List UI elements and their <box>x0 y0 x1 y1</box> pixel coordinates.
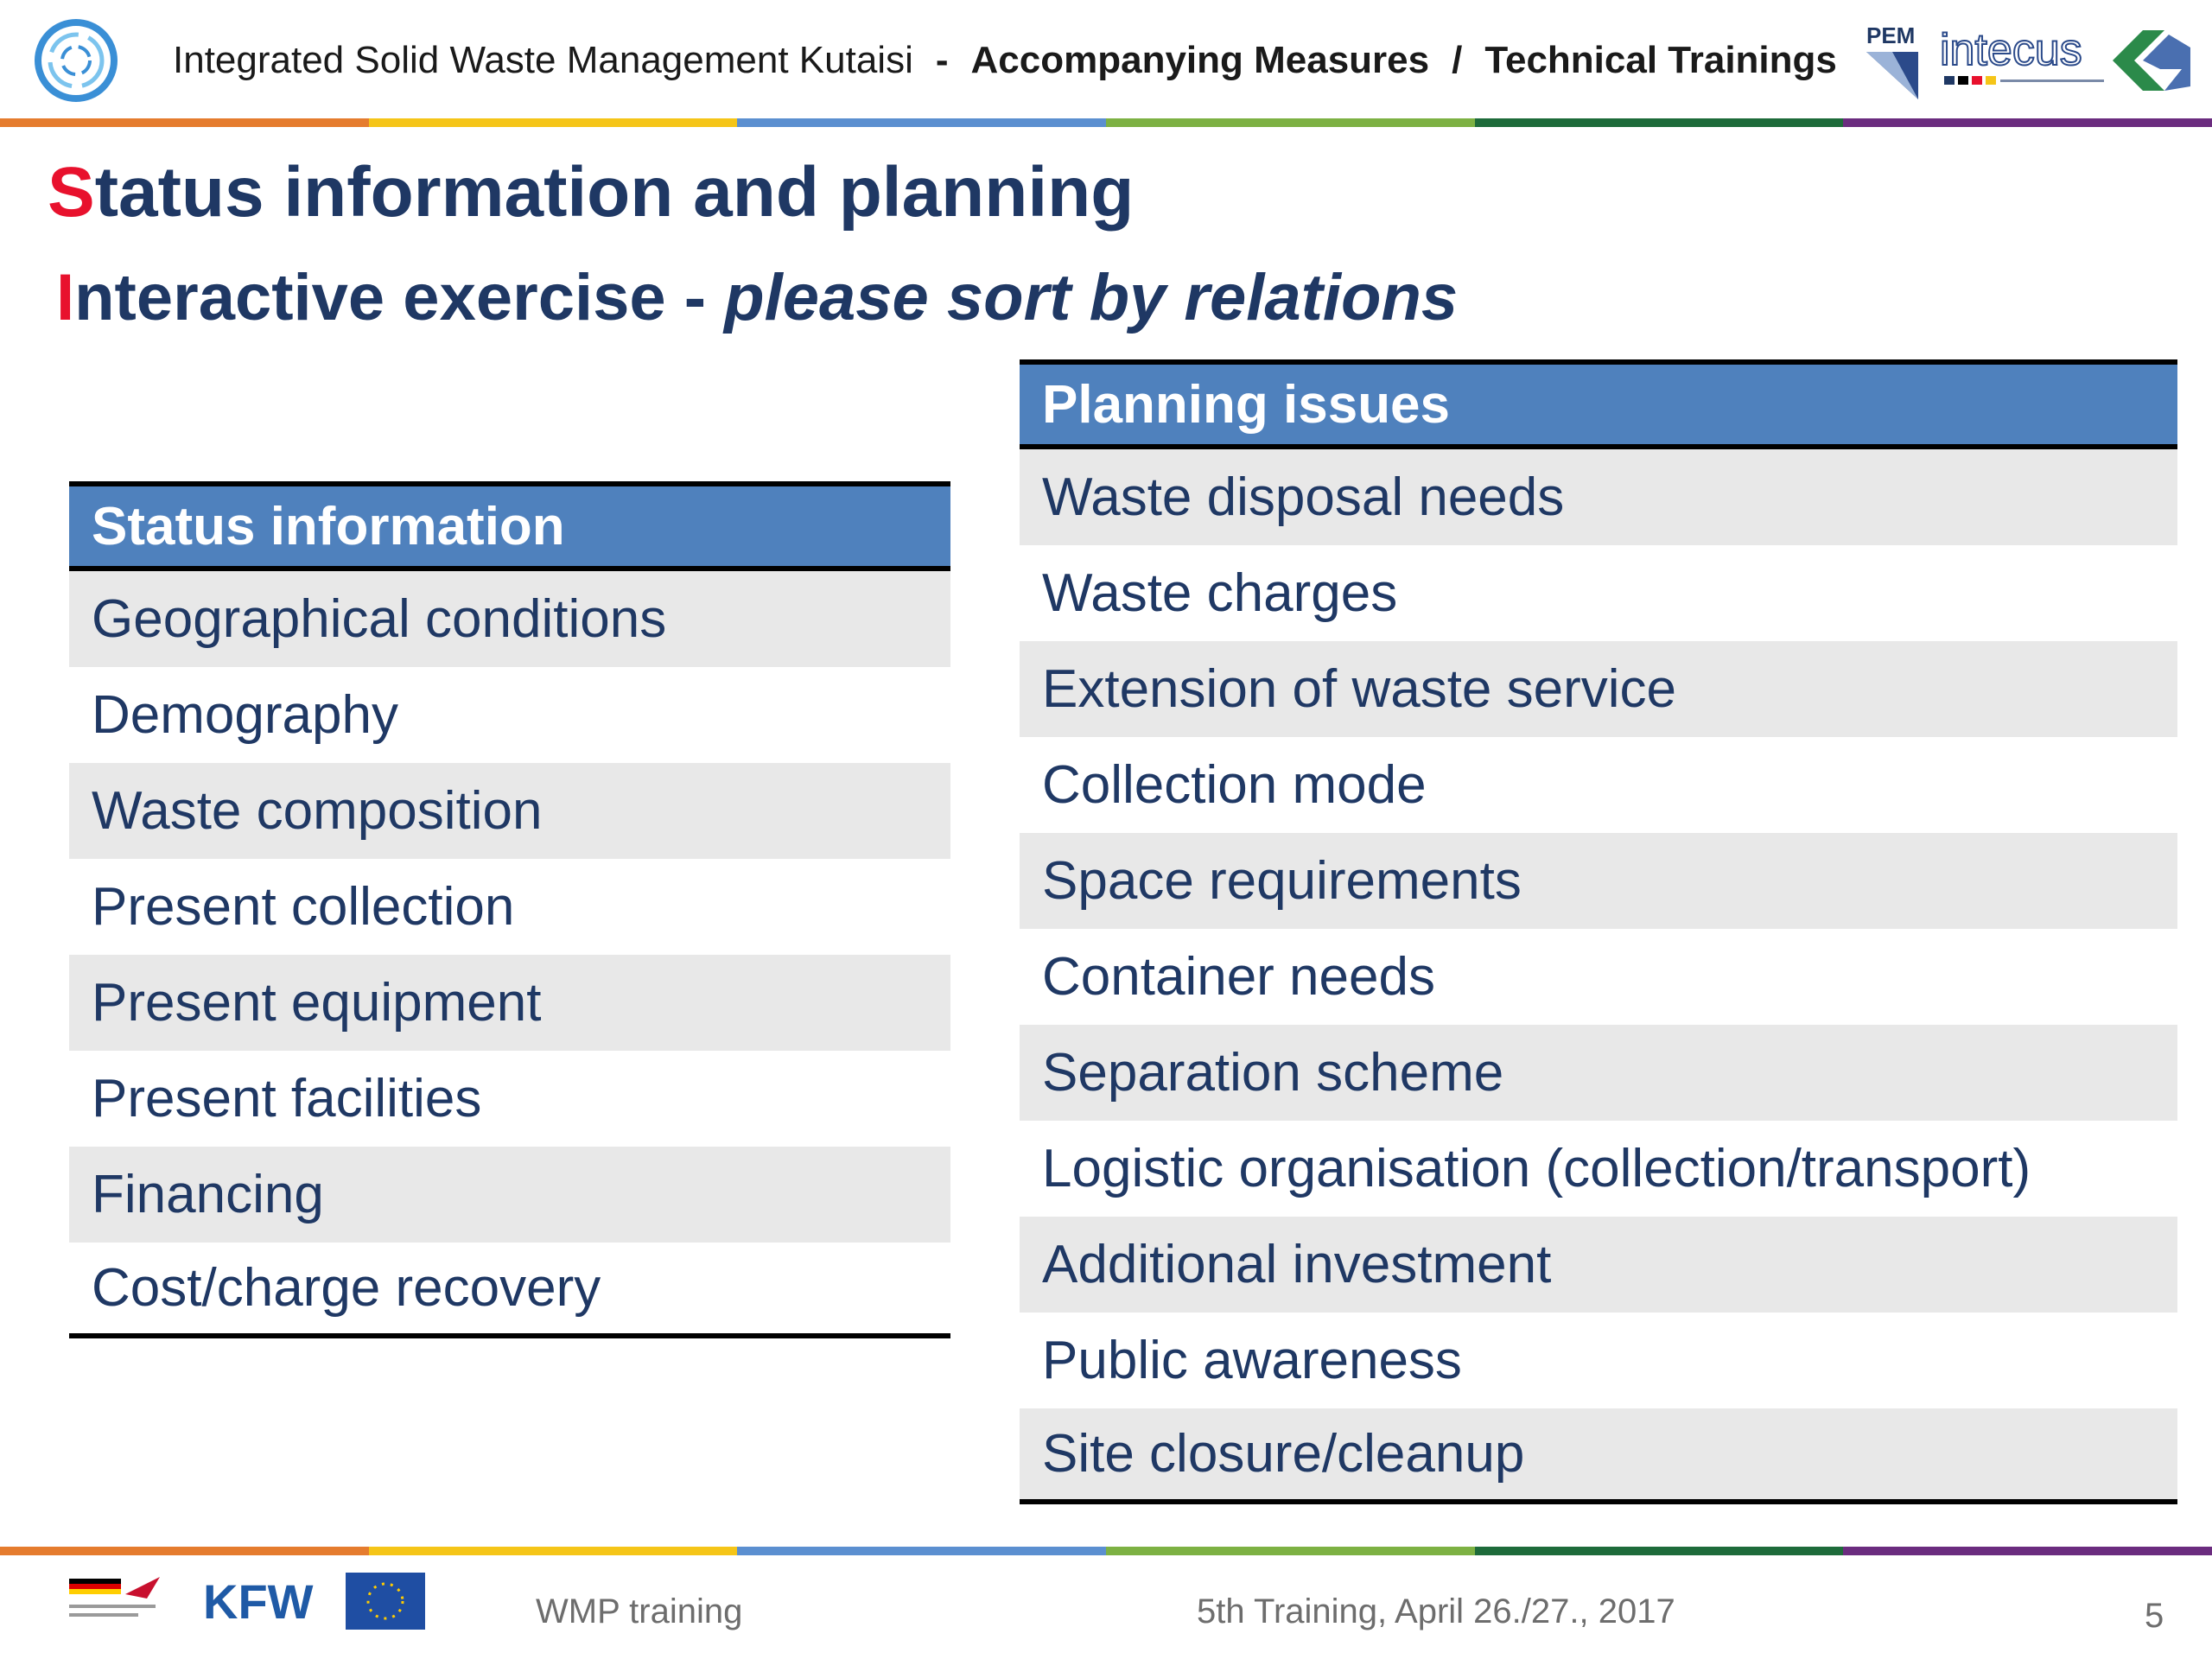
planning-row: Site closure/cleanup <box>1020 1408 2177 1504</box>
top-color-stripe <box>0 118 2212 127</box>
status-information-table <box>69 481 950 1338</box>
planning-row: Additional investment <box>1020 1217 2177 1313</box>
planning-row: Public awareness <box>1042 1331 1462 1390</box>
planning-issues-table <box>1020 359 2177 1504</box>
planning-row: Space requirements <box>1020 833 2177 929</box>
planning-row: Extension of waste service <box>1020 641 2177 737</box>
subtitle-initial: I <box>56 261 75 334</box>
intecus-logo-text: intecus <box>1940 25 2082 75</box>
header-breadcrumb <box>173 35 1837 86</box>
header-section: Accompanying Measures <box>970 39 1430 81</box>
subtitle-emphasis: please sort by relations <box>724 261 1459 334</box>
planning-row: Waste charges <box>1042 563 1398 623</box>
project-logo-icon <box>33 17 119 104</box>
page-title <box>48 145 1134 240</box>
planning-row: Waste disposal needs <box>1020 449 2177 545</box>
header-slash: / <box>1452 39 1463 81</box>
status-row: Present facilities <box>92 1069 482 1128</box>
page-number: 5 <box>2145 1597 2164 1635</box>
planning-row: Separation scheme <box>1020 1025 2177 1121</box>
status-table-header: Status information <box>69 481 950 571</box>
title-text: tatus information and planning <box>94 153 1135 232</box>
header-separator: - <box>935 39 949 81</box>
planning-row: Collection mode <box>1042 755 1427 815</box>
status-row: Present collection <box>92 877 515 937</box>
pem-logo-text: PEM <box>1866 22 1916 48</box>
kfw-logo-text: KFW <box>203 1574 314 1629</box>
planning-row: Container needs <box>1042 947 1435 1007</box>
bottom-color-stripe <box>0 1547 2212 1555</box>
header-title: Integrated Solid Waste Management Kutaisi <box>173 39 913 81</box>
status-row: Financing <box>69 1147 950 1243</box>
subtitle-text: nteractive exercise - <box>74 261 725 334</box>
sponsor-logos-icon <box>65 1568 436 1637</box>
title-initial: S <box>48 153 95 232</box>
footer-training-label: WMP training <box>536 1592 743 1630</box>
status-row: Present equipment <box>69 955 950 1051</box>
status-row: Demography <box>92 685 398 745</box>
status-row: Waste composition <box>69 763 950 859</box>
footer-date: 5th Training, April 26./27., 2017 <box>1197 1592 1675 1630</box>
page-subtitle <box>56 255 1458 341</box>
status-row: Geographical conditions <box>69 571 950 667</box>
header-subsection: Technical Trainings <box>1484 39 1837 81</box>
partner-logos-icon <box>1858 17 2195 104</box>
planning-table-header: Planning issues <box>1020 359 2177 449</box>
planning-row: Logistic organisation (collection/transport) <box>1042 1139 2031 1198</box>
status-row: Cost/charge recovery <box>69 1243 950 1338</box>
